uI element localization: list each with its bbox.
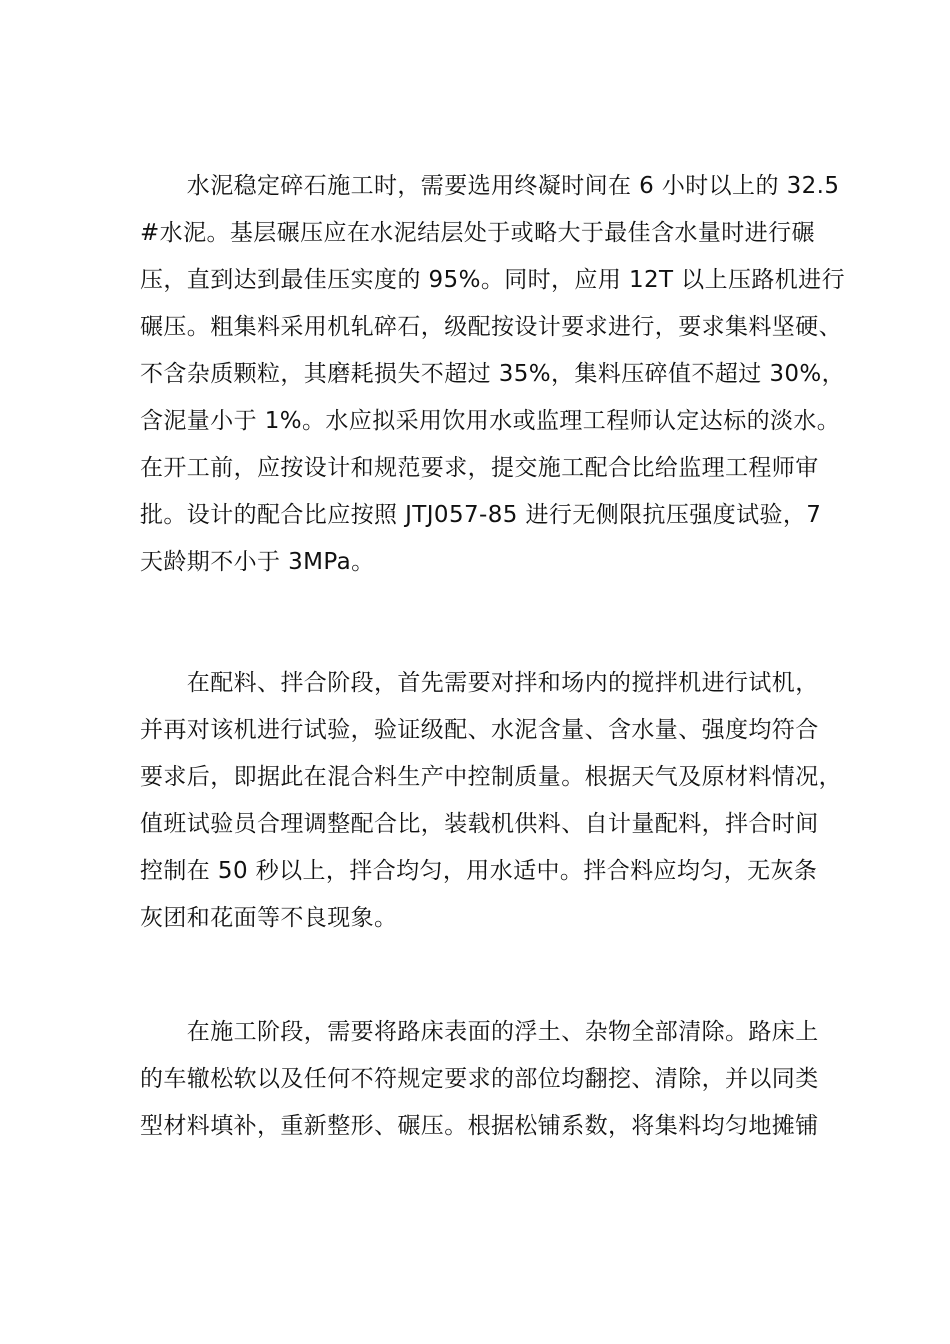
text-line: 型材料填补，重新整形、碾压。根据松铺系数，将集料均匀地摊铺 [140,1113,819,1139]
text-line: 碾压。粗集料采用机轧碎石，级配按设计要求进行，要求集料坚硬、 [140,314,842,340]
text-line: 要求后，即据此在混合料生产中控制质量。根据天气及原材料情况， [140,764,842,790]
text-line: 并再对该机进行试验，验证级配、水泥含量、含水量、强度均符合 [140,717,819,743]
text-line: 在开工前，应按设计和规范要求，提交施工配合比给监理工程师审 [140,455,819,481]
text-line: 灰团和花面等不良现象。 [140,905,398,931]
text-line: #水泥。基层碾压应在水泥结层处于或略大于最佳含水量时进行碾 [140,220,815,246]
text-line: 在配料、拌合阶段，首先需要对拌和场内的搅拌机进行试机， [140,670,819,696]
text-line: 压，直到达到最佳压实度的 95%。同时，应用 12T 以上压路机进行 [140,267,845,293]
text-line: 不含杂质颗粒，其磨耗损失不超过 35%，集料压碎值不超过 30%， [140,361,846,387]
paragraph-construction-stage [140,1009,860,1150]
text-line: 在施工阶段，需要将路床表面的浮土、杂物全部清除。路床上 [140,1019,819,1045]
text-line: 水泥稳定碎石施工时，需要选用终凝时间在 6 小时以上的 32.5 [140,173,840,199]
text-line: 批。设计的配合比应按照 JTJ057-85 进行无侧限抗压强度试验，7 [140,502,822,528]
text-line: 的车辙松软以及任何不符规定要求的部位均翻挖、清除，并以同类 [140,1066,819,1092]
text-line: 控制在 50 秒以上，拌合均匀，用水适中。拌合料应均匀，无灰条 [140,858,818,884]
paragraph-mixing-stage [140,660,860,942]
text-line: 天龄期不小于 3MPa。 [140,549,375,575]
text-line: 含泥量小于 1%。水应拟采用饮用水或监理工程师认定达标的淡水。 [140,408,841,434]
paragraph-cement-stabilized-gravel [140,163,860,586]
text-line: 值班试验员合理调整配合比，装载机供料、自计量配料，拌合时间 [140,811,819,837]
